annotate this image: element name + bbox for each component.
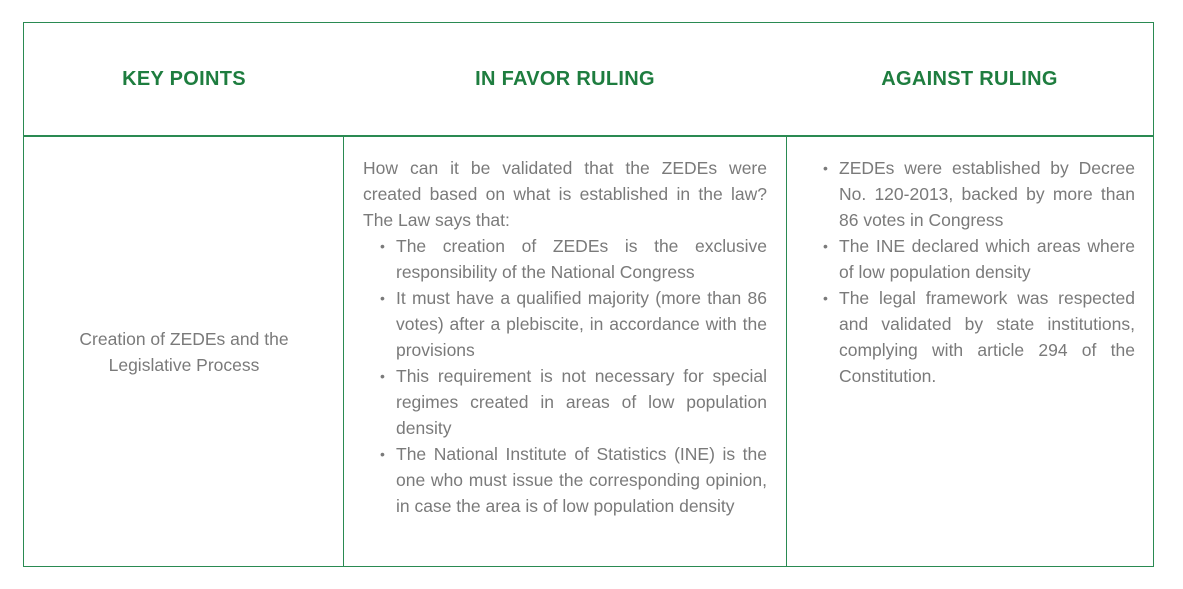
list-item-text: The legal framework was respected and validated by state institutions, complying with article 294 of the Constitution. <box>839 288 1135 386</box>
key-point-text: Creation of ZEDEs and the Legislative Process <box>79 328 289 375</box>
bullet-icon: • <box>823 290 828 306</box>
list-item <box>363 363 767 441</box>
list-item-text: The creation of ZEDEs is the exclusive responsibility of the National Congress <box>396 236 767 282</box>
key-point-cell <box>24 137 344 566</box>
list-item <box>363 233 767 285</box>
in-favor-cell <box>363 137 767 519</box>
header-against-ruling: AGAINST RULING <box>881 67 1058 90</box>
list-item-text: The INE declared which areas where of low population density <box>839 236 1135 282</box>
bullet-icon: • <box>380 238 385 254</box>
against-list <box>819 155 1135 389</box>
header-key-points: KEY POINTS <box>122 67 246 90</box>
list-item-text: ZEDEs were established by Decree No. 120-2013, backed by more than 86 votes in Congress <box>839 158 1135 230</box>
list-item <box>819 155 1135 233</box>
bullet-icon: • <box>380 446 385 462</box>
list-item <box>819 233 1135 285</box>
list-item-text: It must have a qualified majority (more than 86 votes) after a plebiscite, in accordance with the provisions <box>396 288 767 360</box>
list-item-text: This requirement is not necessary for special regimes created in areas of low population density <box>396 366 767 438</box>
table-header-row <box>24 23 1153 137</box>
header-in-favor-ruling: IN FAVOR RULING <box>475 67 655 90</box>
bullet-icon: • <box>380 290 385 306</box>
list-item-text: The National Institute of Statistics (INE) is the one who must issue the corresponding opinion, in case the area is of low population density <box>396 444 767 516</box>
bullet-icon: • <box>380 368 385 384</box>
bullet-icon: • <box>823 238 828 254</box>
list-item <box>363 285 767 363</box>
in-favor-list <box>363 233 767 519</box>
list-item <box>819 285 1135 389</box>
column-divider <box>786 136 787 566</box>
bullet-icon: • <box>823 160 828 176</box>
list-item <box>363 441 767 519</box>
in-favor-intro: How can it be validated that the ZEDEs were created based on what is established in the law? The Law says that: <box>363 158 767 230</box>
against-cell <box>819 137 1135 389</box>
comparison-table <box>23 22 1154 567</box>
